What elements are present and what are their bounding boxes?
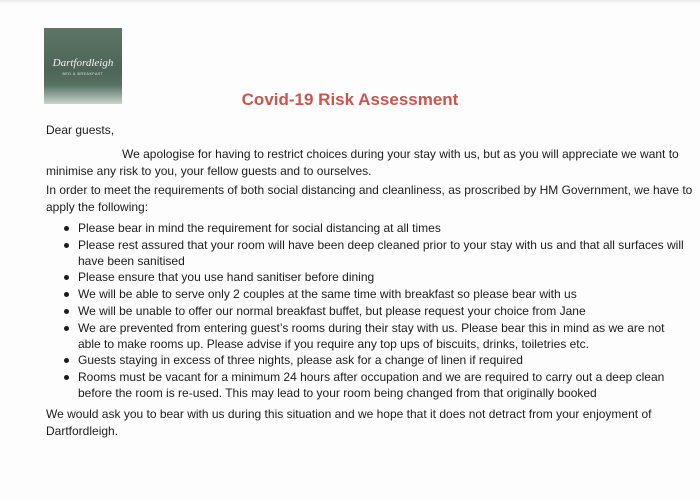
bullet-item-line: Rooms must be vacant for a minimum 24 hours after occupation and we are required to carry out a deep clean	[78, 370, 665, 384]
bullet-dot	[64, 292, 69, 297]
bullet-item-line: Guests staying in excess of three nights, please ask for a change of linen if required	[78, 353, 523, 367]
bullet-item-line: We will be unable to offer our normal breakfast buffet, but please request your choice from Jane	[78, 304, 586, 318]
closing-line-1: We would ask you to bear with us during this situation and we hope that it does not detract from your enjoyment of	[46, 407, 652, 421]
bullet-item-line: Please bear in mind the requirement for social distancing at all times	[78, 221, 441, 235]
bullet-dot	[64, 358, 69, 363]
bullet-dot	[64, 375, 69, 380]
salutation: Dear guests,	[46, 123, 115, 137]
bullet-item-line: We are prevented from entering guest’s rooms during their stay with us. Please bear this in mind as we are not	[78, 321, 665, 335]
bullet-item-line: We will be able to serve only 2 couples at the same time with breakfast so please bear with us	[78, 287, 577, 301]
bullet-dot	[64, 309, 69, 314]
intro-line-1: We apologise for having to restrict choices during your stay with us, but as you will appreciate we want to	[122, 147, 679, 161]
bullet-item-line: before the room is re-used. This may lead to your room being changed from that originally booked	[78, 386, 597, 400]
bullet-item-line: able to make rooms up. Please advise if you require any top ups of biscuits, drinks, toiletries etc.	[78, 337, 589, 351]
requirements-line-2: apply the following:	[46, 200, 149, 214]
requirements-line-1: In order to meet the requirements of both social distancing and cleanliness, as proscribed by HM Government, we have to	[46, 183, 693, 197]
bullet-item-line: Please ensure that you use hand sanitiser before dining	[78, 270, 375, 284]
logo-name: Dartfordleigh	[52, 57, 114, 69]
closing-line-2: Dartfordleigh.	[46, 424, 119, 438]
document-title: Covid-19 Risk Assessment	[241, 90, 459, 109]
bullet-item-line: Please rest assured that your room will have been deep cleaned prior to your stay with us and that all surfaces will	[78, 238, 684, 252]
bullet-item-line: have been sanitised	[78, 254, 185, 268]
bullet-dot	[64, 243, 69, 248]
bullet-dot	[64, 226, 69, 231]
intro-line-2: minimise any risk to you, your fellow guests and to ourselves.	[46, 164, 372, 178]
scan-edge	[0, 0, 700, 4]
bullet-dot	[64, 275, 69, 280]
bullet-dot	[64, 326, 69, 331]
logo-subtitle: BED & BREAKFAST	[62, 72, 104, 76]
